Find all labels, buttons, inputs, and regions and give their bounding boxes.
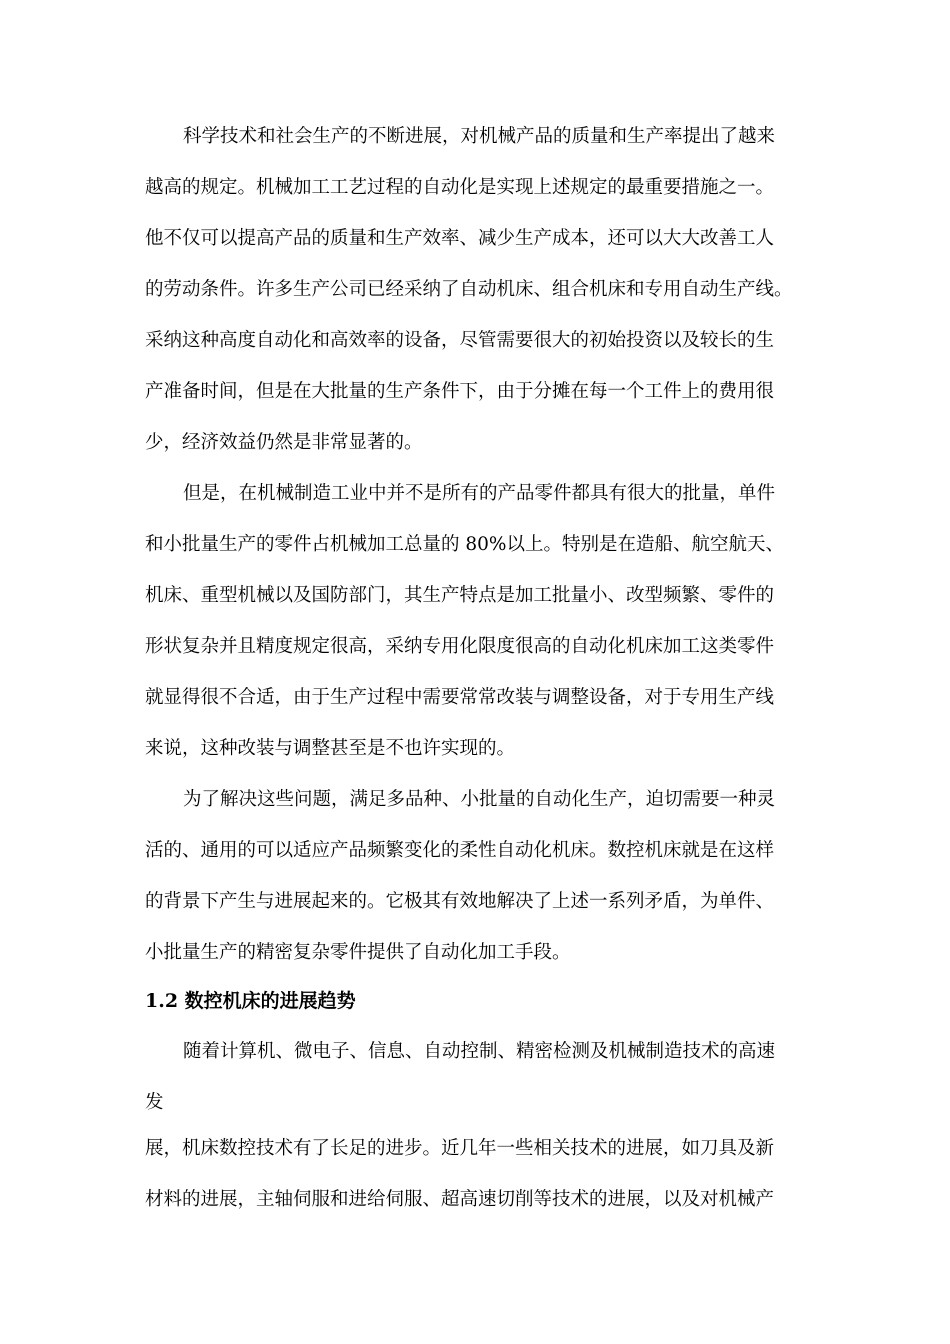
paragraph-1-line-1: 科学技术和社会生产的不断进展，对机械产品的质量和生产率提出了越来 <box>183 126 776 147</box>
paragraph-3-line-4: 小批量生产的精密复杂零件提供了自动化加工手段。 <box>145 942 571 963</box>
paragraph-1-line-7: 少，经济效益仍然是非常显著的。 <box>145 432 423 453</box>
section-paragraph-line-4: 材料的进展，主轴伺服和进给伺服、超高速切削等技术的进展，以及对机械产 <box>145 1189 775 1210</box>
paragraph-3-line-3: 的背景下产生与进展起来的。它极其有效地解决了上述一系列矛盾，为单件、 <box>145 891 775 912</box>
paragraph-2-line-6: 来说，这种改装与调整甚至是不也许实现的。 <box>145 738 516 759</box>
section-paragraph-line-3: 展，机床数控技术有了长足的进步。近几年一些相关技术的进展，如刀具及新 <box>145 1138 775 1159</box>
section-paragraph-line-1: 随着计算机、微电子、信息、自动控制、精密检测及机械制造技术的高速 <box>183 1041 776 1062</box>
paragraph-1-line-3: 他不仅可以提高产品的质量和生产效率、减少生产成本，还可以大大改善工人 <box>145 228 775 249</box>
paragraph-3-line-1: 为了解决这些问题，满足多品种、小批量的自动化生产，迫切需要一种灵 <box>183 789 776 810</box>
paragraph-2-line-4: 形状复杂并且精度规定很高，采纳专用化限度很高的自动化机床加工这类零件 <box>145 636 775 657</box>
paragraph-2-line-1: 但是，在机械制造工业中并不是所有的产品零件都具有很大的批量，单件 <box>183 483 776 504</box>
paragraph-1-line-6: 产准备时间，但是在大批量的生产条件下，由于分摊在每一个工件上的费用很 <box>145 381 775 402</box>
paragraph-1-line-5: 采纳这种高度自动化和高效率的设备，尽管需要很大的初始投资以及较长的生 <box>145 330 775 351</box>
paragraph-3-line-2: 活的、通用的可以适应产品频繁变化的柔性自动化机床。数控机床就是在这样 <box>145 840 775 861</box>
paragraph-1-line-2: 越高的规定。机械加工工艺过程的自动化是实现上述规定的最重要措施之一。 <box>145 177 775 198</box>
section-heading: 1.2 数控机床的进展趋势 <box>145 990 356 1012</box>
paragraph-2-line-3: 机床、重型机械以及国防部门，其生产特点是加工批量小、改型频繁、零件的 <box>145 585 775 606</box>
section-paragraph-line-2: 发 <box>145 1092 164 1113</box>
paragraph-2-line-5: 就显得很不合适，由于生产过程中需要常常改装与调整设备，对于专用生产线 <box>145 687 775 708</box>
paragraph-1-line-4: 的劳动条件。许多生产公司已经采纳了自动机床、组合机床和专用自动生产线。 <box>145 279 793 300</box>
paragraph-2-line-2: 和小批量生产的零件占机械加工总量的 80%以上。特别是在造船、航空航天、 <box>145 534 785 555</box>
